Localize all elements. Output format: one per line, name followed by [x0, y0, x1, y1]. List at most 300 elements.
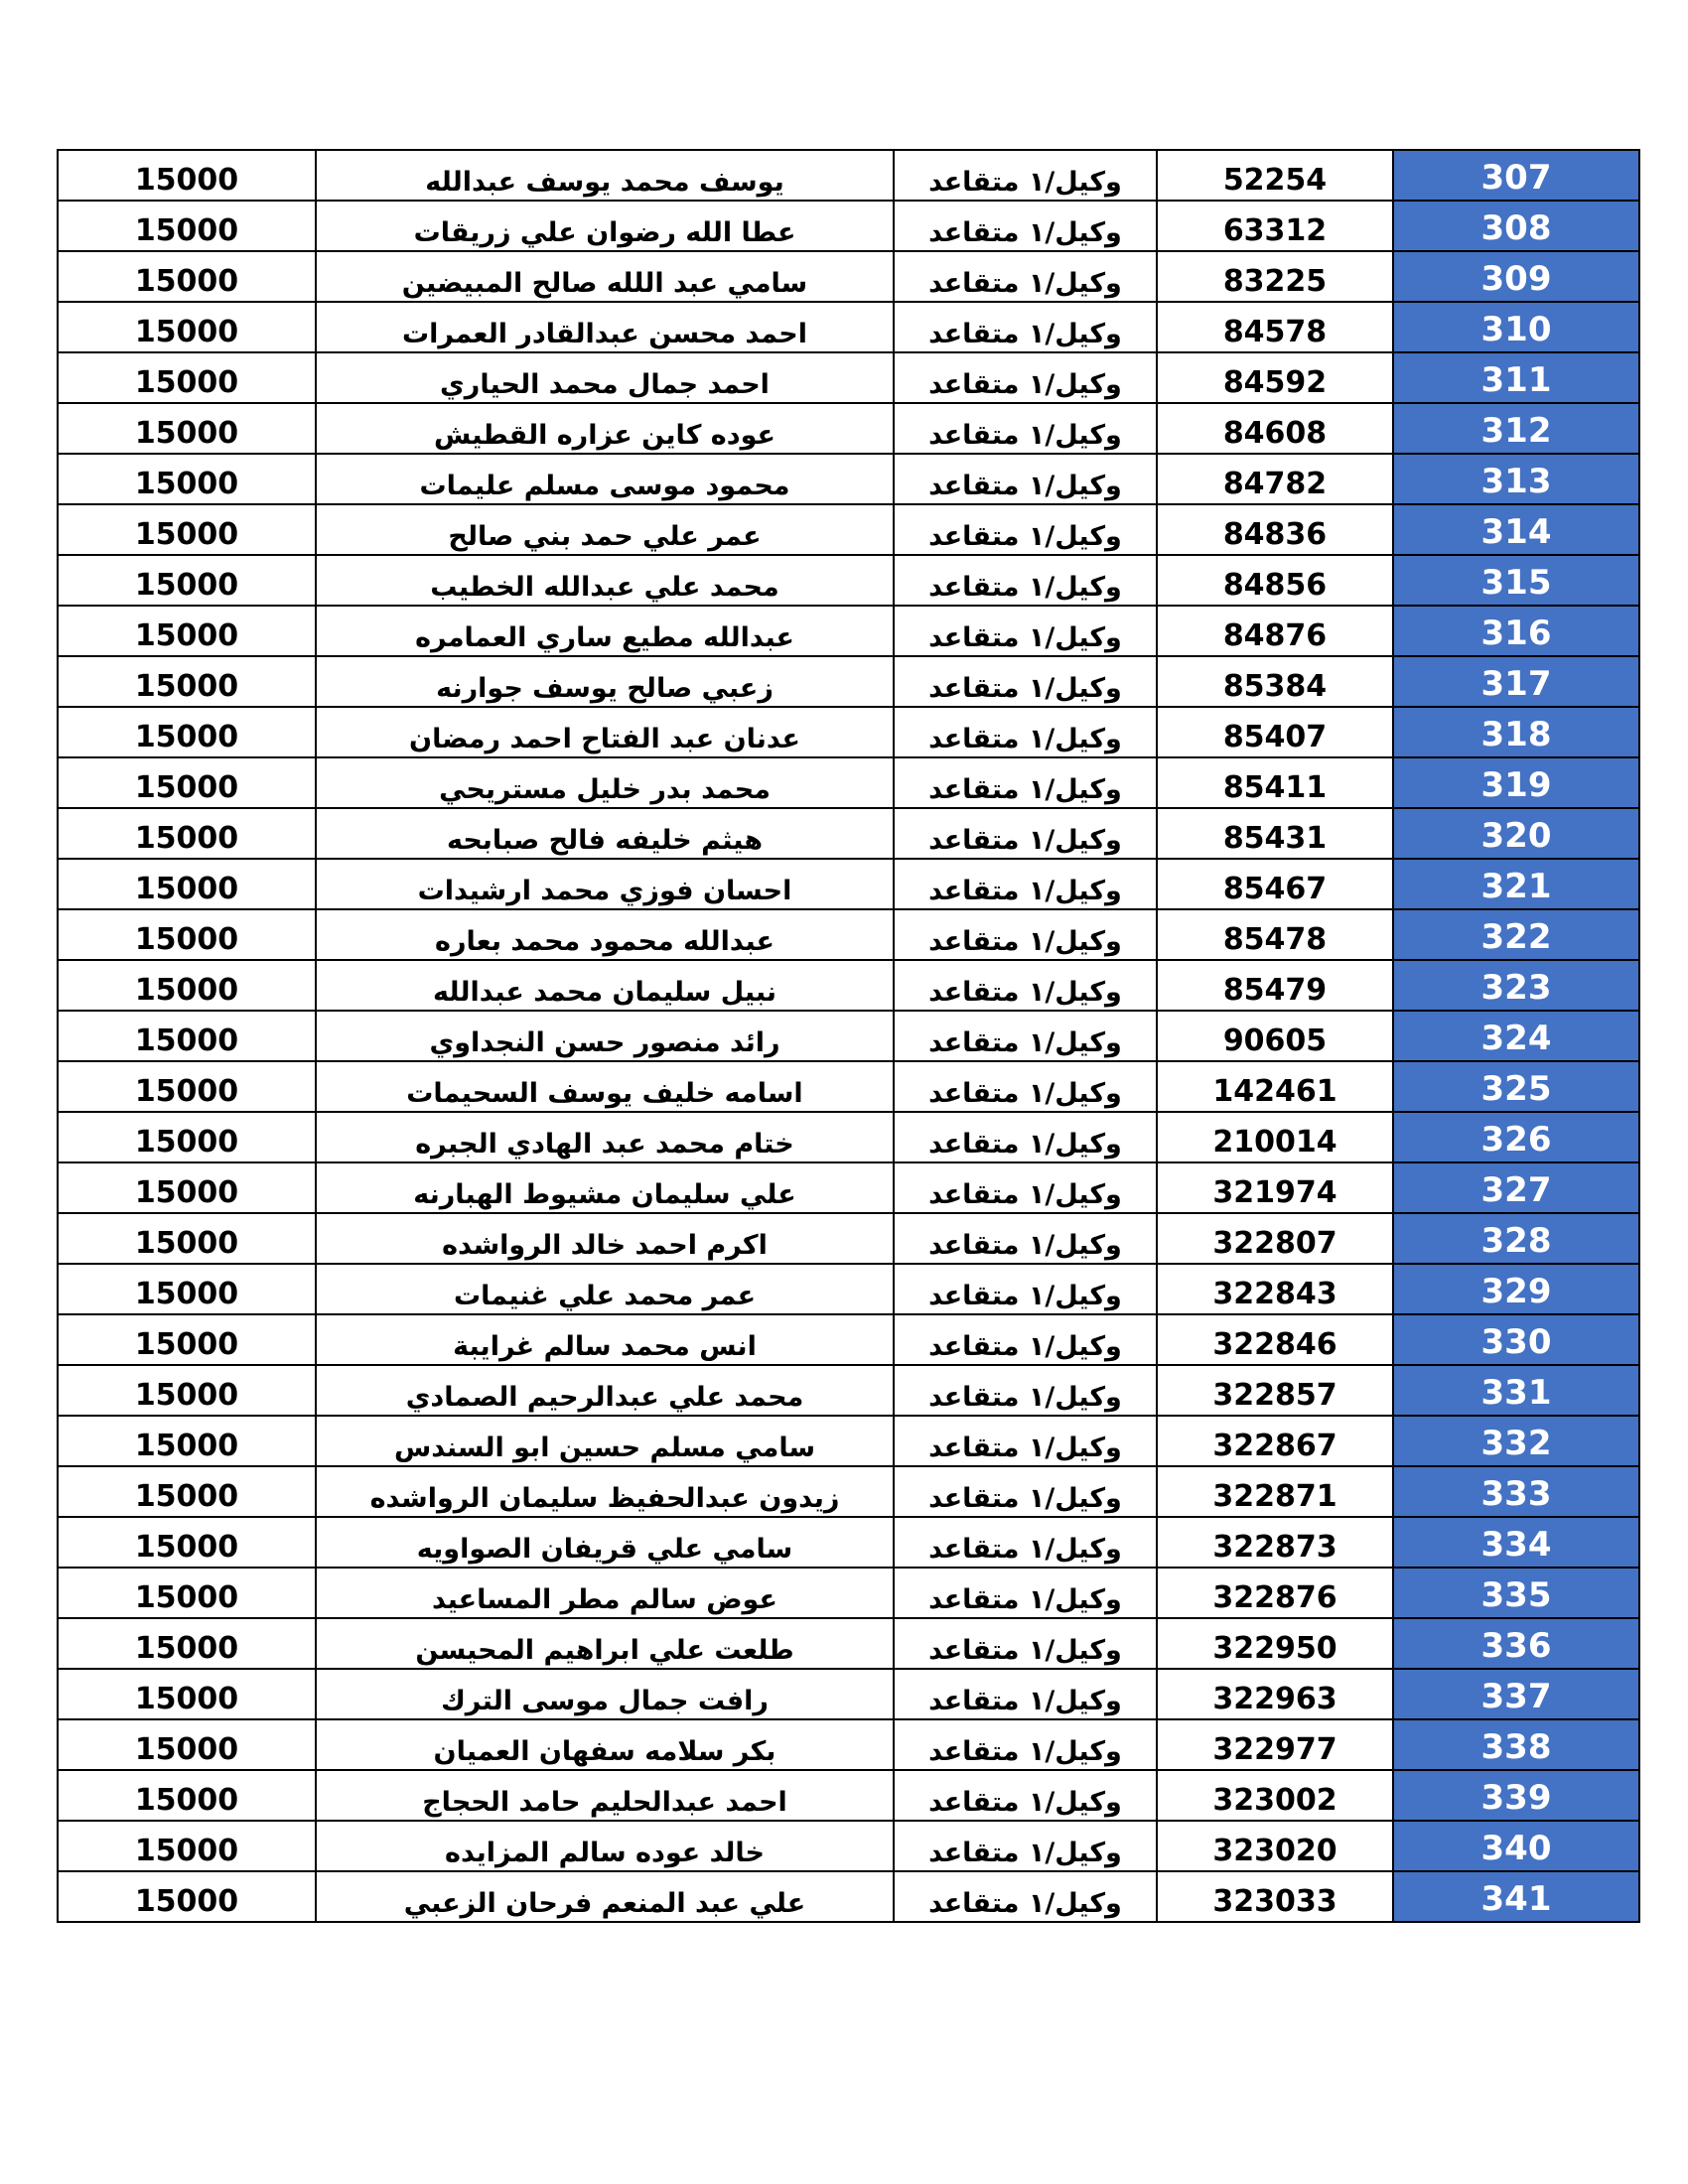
table-row	[58, 352, 1639, 403]
rank-cell-text: وكيل/١ متقاعد	[928, 319, 1122, 349]
sequence-cell-text: 341	[1480, 1879, 1552, 1919]
sequence-cell-text: 328	[1480, 1221, 1552, 1261]
rank-cell-text: وكيل/١ متقاعد	[928, 1078, 1122, 1109]
sequence-cell	[1393, 1466, 1639, 1517]
name-cell	[316, 555, 894, 606]
id-number-cell	[1157, 1466, 1393, 1517]
rank-cell-text: وكيل/١ متقاعد	[928, 673, 1122, 704]
id-number-cell	[1157, 1264, 1393, 1314]
id-number-cell	[1157, 251, 1393, 302]
id-number-cell	[1157, 1011, 1393, 1061]
sequence-cell-text: 316	[1480, 614, 1552, 653]
name-cell	[316, 454, 894, 504]
amount-cell	[58, 504, 316, 555]
name-cell	[316, 302, 894, 352]
amount-cell-text: 15000	[134, 1479, 239, 1514]
table-row	[58, 504, 1639, 555]
sequence-cell	[1393, 1112, 1639, 1162]
rank-cell-text: وكيل/١ متقاعد	[928, 1635, 1122, 1666]
amount-cell-text: 15000	[134, 517, 239, 552]
name-cell-text: سامي علي قريفان الصواويه	[416, 1534, 793, 1565]
sequence-cell-text: 332	[1480, 1424, 1552, 1463]
table-row	[58, 1719, 1639, 1770]
sequence-cell	[1393, 454, 1639, 504]
name-cell-text: علي عبد المنعم فرحان الزعبي	[403, 1888, 806, 1919]
table-row	[58, 251, 1639, 302]
sequence-cell-text: 319	[1480, 765, 1552, 805]
amount-cell	[58, 251, 316, 302]
table-row	[58, 1112, 1639, 1162]
sequence-cell	[1393, 251, 1639, 302]
rank-cell	[894, 1871, 1157, 1922]
rank-cell	[894, 251, 1157, 302]
sequence-cell-text: 318	[1480, 715, 1552, 754]
sequence-cell	[1393, 403, 1639, 454]
sequence-cell	[1393, 1416, 1639, 1466]
id-number-cell	[1157, 1365, 1393, 1416]
name-cell	[316, 403, 894, 454]
amount-cell-text: 15000	[134, 973, 239, 1008]
amount-cell	[58, 403, 316, 454]
id-number-cell-text: 84782	[1222, 467, 1328, 501]
name-cell-text: سامي عبد اللله صالح المبيضين	[401, 268, 808, 299]
amount-cell-text: 15000	[134, 1175, 239, 1210]
name-cell	[316, 201, 894, 251]
id-number-cell	[1157, 302, 1393, 352]
id-number-cell	[1157, 859, 1393, 909]
name-cell-text: عوده كاين عزاره القطيش	[434, 420, 775, 451]
id-number-cell-text: 210014	[1212, 1125, 1337, 1160]
table-row	[58, 1669, 1639, 1719]
sequence-cell	[1393, 707, 1639, 757]
id-number-cell-text: 322963	[1212, 1682, 1337, 1716]
table-row	[58, 707, 1639, 757]
amount-cell	[58, 960, 316, 1011]
name-cell-text: عمر محمد علي غنيمات	[453, 1281, 757, 1311]
table-row	[58, 1416, 1639, 1466]
name-cell	[316, 1011, 894, 1061]
amount-cell-text: 15000	[134, 1783, 239, 1818]
id-number-cell-text: 84608	[1222, 416, 1328, 451]
id-number-cell-text: 85478	[1222, 922, 1328, 957]
sequence-cell	[1393, 1719, 1639, 1770]
amount-cell	[58, 859, 316, 909]
id-number-cell	[1157, 201, 1393, 251]
sequence-cell-text: 323	[1480, 968, 1552, 1008]
name-cell-text: زيدون عبدالحفيظ سليمان الرواشده	[369, 1483, 840, 1514]
amount-cell	[58, 454, 316, 504]
name-cell	[316, 909, 894, 960]
rank-cell	[894, 1314, 1157, 1365]
table-row	[58, 1213, 1639, 1264]
rank-cell-text: وكيل/١ متقاعد	[928, 1483, 1122, 1514]
sequence-cell	[1393, 1517, 1639, 1568]
amount-cell	[58, 1264, 316, 1314]
id-number-cell-text: 322867	[1212, 1429, 1337, 1463]
amount-cell	[58, 1365, 316, 1416]
name-cell-text: احمد جمال محمد الحياري	[440, 369, 770, 400]
rank-cell-text: وكيل/١ متقاعد	[928, 1382, 1122, 1413]
table-row	[58, 1618, 1639, 1669]
table-row	[58, 1011, 1639, 1061]
amount-cell	[58, 555, 316, 606]
amount-cell-text: 15000	[134, 568, 239, 603]
table-row	[58, 960, 1639, 1011]
table-row	[58, 909, 1639, 960]
rank-cell-text: وكيل/١ متقاعد	[928, 521, 1122, 552]
rank-cell	[894, 1618, 1157, 1669]
name-cell-text: محمد علي عبدالرحيم الصمادي	[405, 1382, 804, 1413]
amount-cell-text: 15000	[134, 1277, 239, 1311]
id-number-cell	[1157, 707, 1393, 757]
name-cell	[316, 1669, 894, 1719]
name-cell-text: عطا الله رضوان علي زريقات	[413, 217, 796, 248]
name-cell	[316, 656, 894, 707]
sequence-cell-text: 338	[1480, 1727, 1552, 1767]
sequence-cell	[1393, 1061, 1639, 1112]
rank-cell	[894, 1213, 1157, 1264]
id-number-cell	[1157, 504, 1393, 555]
amount-cell-text: 15000	[134, 1074, 239, 1109]
name-cell	[316, 808, 894, 859]
rank-cell	[894, 1162, 1157, 1213]
name-cell-text: محمد بدر خليل مستريحي	[439, 774, 771, 805]
name-cell	[316, 1416, 894, 1466]
table-row	[58, 1821, 1639, 1871]
id-number-cell-text: 84856	[1222, 568, 1328, 603]
rank-cell-text: وكيل/١ متقاعد	[928, 471, 1122, 501]
id-number-cell	[1157, 1213, 1393, 1264]
amount-cell	[58, 201, 316, 251]
rank-cell	[894, 1517, 1157, 1568]
amount-cell-text: 15000	[134, 467, 239, 501]
amount-cell-text: 15000	[134, 213, 239, 248]
rank-cell	[894, 1061, 1157, 1112]
amount-cell	[58, 1061, 316, 1112]
amount-cell	[58, 1416, 316, 1466]
id-number-cell-text: 85431	[1222, 821, 1328, 856]
rank-cell	[894, 302, 1157, 352]
sequence-cell	[1393, 352, 1639, 403]
rank-cell-text: وكيل/١ متقاعد	[928, 1331, 1122, 1362]
name-cell	[316, 352, 894, 403]
rank-cell-text: وكيل/١ متقاعد	[928, 1230, 1122, 1261]
amount-cell-text: 15000	[134, 770, 239, 805]
amount-cell-text: 15000	[134, 1631, 239, 1666]
sequence-cell-text: 307	[1480, 158, 1552, 198]
amount-cell-text: 15000	[134, 163, 239, 198]
amount-cell-text: 15000	[134, 1834, 239, 1868]
sequence-cell	[1393, 1213, 1639, 1264]
amount-cell	[58, 1618, 316, 1669]
id-number-cell-text: 322977	[1212, 1732, 1337, 1767]
amount-cell-text: 15000	[134, 618, 239, 653]
id-number-cell	[1157, 909, 1393, 960]
id-number-cell-text: 85411	[1222, 770, 1328, 805]
sequence-cell	[1393, 606, 1639, 656]
name-cell-text: نبيل سليمان محمد عبدالله	[432, 977, 777, 1008]
amount-cell-text: 15000	[134, 264, 239, 299]
id-number-cell	[1157, 1061, 1393, 1112]
id-number-cell	[1157, 1719, 1393, 1770]
id-number-cell-text: 85384	[1222, 669, 1328, 704]
table-row	[58, 1264, 1639, 1314]
sequence-cell	[1393, 909, 1639, 960]
id-number-cell-text: 322807	[1212, 1226, 1337, 1261]
id-number-cell-text: 323002	[1212, 1783, 1337, 1818]
table-row	[58, 1517, 1639, 1568]
rank-cell-text: وكيل/١ متقاعد	[928, 1736, 1122, 1767]
table-row	[58, 1770, 1639, 1821]
amount-cell-text: 15000	[134, 1024, 239, 1058]
rank-cell-text: وكيل/١ متقاعد	[928, 1534, 1122, 1565]
rank-cell-text: وكيل/١ متقاعد	[928, 1129, 1122, 1160]
id-number-cell	[1157, 1821, 1393, 1871]
table-row	[58, 859, 1639, 909]
id-number-cell-text: 322876	[1212, 1580, 1337, 1615]
rank-cell-text: وكيل/١ متقاعد	[928, 622, 1122, 653]
name-cell-text: علي سليمان مشيوط الهبارنه	[413, 1179, 796, 1210]
id-number-cell-text: 84592	[1222, 365, 1328, 400]
id-number-cell	[1157, 454, 1393, 504]
amount-cell-text: 15000	[134, 1682, 239, 1716]
amount-cell	[58, 1213, 316, 1264]
rank-cell	[894, 808, 1157, 859]
rank-cell	[894, 1011, 1157, 1061]
sequence-cell-text: 314	[1480, 512, 1552, 552]
name-cell-text: طلعت علي ابراهيم المحيسن	[415, 1635, 794, 1666]
table-row	[58, 201, 1639, 251]
id-number-cell	[1157, 1416, 1393, 1466]
amount-cell-text: 15000	[134, 821, 239, 856]
name-cell	[316, 1568, 894, 1618]
rank-cell	[894, 1112, 1157, 1162]
name-cell-text: احسان فوزي محمد ارشيدات	[417, 876, 792, 906]
id-number-cell	[1157, 1314, 1393, 1365]
amount-cell-text: 15000	[134, 720, 239, 754]
table-row	[58, 403, 1639, 454]
sequence-cell	[1393, 1568, 1639, 1618]
id-number-cell	[1157, 1770, 1393, 1821]
rank-cell	[894, 352, 1157, 403]
rank-cell-text: وكيل/١ متقاعد	[928, 572, 1122, 603]
id-number-cell-text: 83225	[1222, 264, 1328, 299]
rank-cell	[894, 909, 1157, 960]
amount-cell	[58, 1162, 316, 1213]
id-number-cell-text: 321974	[1212, 1175, 1337, 1210]
amount-cell	[58, 150, 316, 201]
rank-cell-text: وكيل/١ متقاعد	[928, 369, 1122, 400]
sequence-cell-text: 337	[1480, 1677, 1552, 1716]
name-cell	[316, 150, 894, 201]
id-number-cell-text: 84876	[1222, 618, 1328, 653]
table-row	[58, 1162, 1639, 1213]
name-cell-text: زعبي صالح يوسف جوارنه	[436, 673, 774, 704]
table-row	[58, 656, 1639, 707]
rank-cell	[894, 1568, 1157, 1618]
amount-cell	[58, 707, 316, 757]
sequence-cell	[1393, 757, 1639, 808]
table-row	[58, 1365, 1639, 1416]
sequence-cell-text: 327	[1480, 1170, 1552, 1210]
table-row	[58, 1466, 1639, 1517]
sequence-cell-text: 329	[1480, 1272, 1552, 1311]
id-number-cell-text: 322871	[1212, 1479, 1337, 1514]
amount-cell-text: 15000	[134, 365, 239, 400]
id-number-cell	[1157, 555, 1393, 606]
id-number-cell-text: 322873	[1212, 1530, 1337, 1565]
sequence-cell-text: 315	[1480, 563, 1552, 603]
id-number-cell	[1157, 403, 1393, 454]
sequence-cell	[1393, 1770, 1639, 1821]
name-cell-text: سامي مسلم حسين ابو السندس	[393, 1433, 816, 1463]
rank-cell	[894, 1466, 1157, 1517]
id-number-cell	[1157, 656, 1393, 707]
amount-cell	[58, 1112, 316, 1162]
id-number-cell-text: 84578	[1222, 315, 1328, 349]
id-number-cell-text: 322950	[1212, 1631, 1337, 1666]
id-number-cell-text: 90605	[1222, 1024, 1328, 1058]
name-cell-text: محمد علي عبدالله الخطيب	[430, 572, 779, 603]
rank-cell	[894, 1770, 1157, 1821]
name-cell-text: احمد محسن عبدالقادر العمرات	[402, 319, 807, 349]
id-number-cell	[1157, 808, 1393, 859]
rank-cell-text: وكيل/١ متقاعد	[928, 217, 1122, 248]
amount-cell-text: 15000	[134, 416, 239, 451]
name-cell	[316, 1061, 894, 1112]
amount-cell	[58, 1568, 316, 1618]
name-cell	[316, 1264, 894, 1314]
amount-cell-text: 15000	[134, 1884, 239, 1919]
sequence-cell-text: 326	[1480, 1120, 1552, 1160]
id-number-cell	[1157, 1112, 1393, 1162]
name-cell-text: عوض سالم مطر المساعيد	[432, 1584, 777, 1615]
amount-cell	[58, 757, 316, 808]
sequence-cell	[1393, 1264, 1639, 1314]
id-number-cell-text: 52254	[1222, 163, 1328, 198]
name-cell	[316, 1719, 894, 1770]
sequence-cell-text: 330	[1480, 1322, 1552, 1362]
rank-cell-text: وكيل/١ متقاعد	[928, 977, 1122, 1008]
sequence-cell-text: 310	[1480, 310, 1552, 349]
sequence-cell	[1393, 1618, 1639, 1669]
rank-cell-text: وكيل/١ متقاعد	[928, 1888, 1122, 1919]
table-row	[58, 150, 1639, 201]
sequence-cell-text: 311	[1480, 360, 1552, 400]
id-number-cell-text: 322857	[1212, 1378, 1337, 1413]
table-row	[58, 1871, 1639, 1922]
sequence-cell	[1393, 150, 1639, 201]
id-number-cell	[1157, 606, 1393, 656]
rank-cell-text: وكيل/١ متقاعد	[928, 1686, 1122, 1716]
name-cell	[316, 1821, 894, 1871]
table-row	[58, 454, 1639, 504]
name-cell	[316, 251, 894, 302]
sequence-cell	[1393, 1871, 1639, 1922]
amount-cell	[58, 352, 316, 403]
rank-cell-text: وكيل/١ متقاعد	[928, 1838, 1122, 1868]
amount-cell-text: 15000	[134, 922, 239, 957]
rank-cell-text: وكيل/١ متقاعد	[928, 420, 1122, 451]
sequence-cell-text: 331	[1480, 1373, 1552, 1413]
name-cell	[316, 960, 894, 1011]
rank-cell	[894, 1719, 1157, 1770]
name-cell	[316, 859, 894, 909]
sequence-cell-text: 320	[1480, 816, 1552, 856]
rank-cell-text: وكيل/١ متقاعد	[928, 268, 1122, 299]
rank-cell-text: وكيل/١ متقاعد	[928, 876, 1122, 906]
rank-cell-text: وكيل/١ متقاعد	[928, 724, 1122, 754]
rank-cell	[894, 1264, 1157, 1314]
rank-cell	[894, 1365, 1157, 1416]
amount-cell-text: 15000	[134, 1580, 239, 1615]
table-row	[58, 1314, 1639, 1365]
rank-cell-text: وكيل/١ متقاعد	[928, 1179, 1122, 1210]
amount-cell	[58, 808, 316, 859]
amount-cell	[58, 606, 316, 656]
name-cell-text: يوسف محمد يوسف عبدالله	[425, 167, 784, 198]
sequence-cell	[1393, 1314, 1639, 1365]
id-number-cell	[1157, 1517, 1393, 1568]
id-number-cell-text: 323033	[1212, 1884, 1337, 1919]
sequence-cell	[1393, 504, 1639, 555]
rank-cell	[894, 150, 1157, 201]
amount-cell-text: 15000	[134, 1530, 239, 1565]
rank-cell	[894, 1416, 1157, 1466]
table-row	[58, 606, 1639, 656]
amount-cell-text: 15000	[134, 1429, 239, 1463]
rank-cell	[894, 960, 1157, 1011]
id-number-cell-text: 323020	[1212, 1834, 1337, 1868]
rank-cell	[894, 555, 1157, 606]
sequence-cell	[1393, 1365, 1639, 1416]
name-cell-text: اسامه خليف يوسف السحيمات	[406, 1078, 803, 1109]
id-number-cell-text: 85467	[1222, 872, 1328, 906]
sequence-cell	[1393, 1669, 1639, 1719]
rank-cell-text: وكيل/١ متقاعد	[928, 825, 1122, 856]
sequence-cell	[1393, 1821, 1639, 1871]
rank-cell	[894, 201, 1157, 251]
name-cell-text: عدنان عبد الفتاح احمد رمضان	[409, 724, 800, 754]
name-cell	[316, 1314, 894, 1365]
name-cell-text: محمود موسى مسلم عليمات	[419, 471, 790, 501]
id-number-cell	[1157, 960, 1393, 1011]
sequence-cell-text: 324	[1480, 1019, 1552, 1058]
name-cell-text: هيثم خليفه فالح صبابحه	[446, 825, 764, 856]
sequence-cell	[1393, 1162, 1639, 1213]
id-number-cell-text: 142461	[1212, 1074, 1337, 1109]
id-number-cell-text: 84836	[1222, 517, 1328, 552]
amount-cell	[58, 656, 316, 707]
sequence-cell-text: 339	[1480, 1778, 1552, 1818]
rank-cell-text: وكيل/١ متقاعد	[928, 774, 1122, 805]
name-cell-text: خالد عوده سالم المزايده	[445, 1838, 765, 1868]
sequence-cell-text: 312	[1480, 411, 1552, 451]
amount-cell-text: 15000	[134, 669, 239, 704]
sequence-cell	[1393, 656, 1639, 707]
sequence-cell-text: 333	[1480, 1474, 1552, 1514]
rank-cell-text: وكيل/١ متقاعد	[928, 1281, 1122, 1311]
id-number-cell	[1157, 352, 1393, 403]
table-row	[58, 1061, 1639, 1112]
rank-cell	[894, 1669, 1157, 1719]
rank-cell	[894, 656, 1157, 707]
id-number-cell	[1157, 1669, 1393, 1719]
name-cell	[316, 1517, 894, 1568]
sequence-cell-text: 334	[1480, 1525, 1552, 1565]
sequence-cell-text: 325	[1480, 1069, 1552, 1109]
name-cell-text: احمد عبدالحليم حامد الحجاج	[422, 1787, 787, 1818]
